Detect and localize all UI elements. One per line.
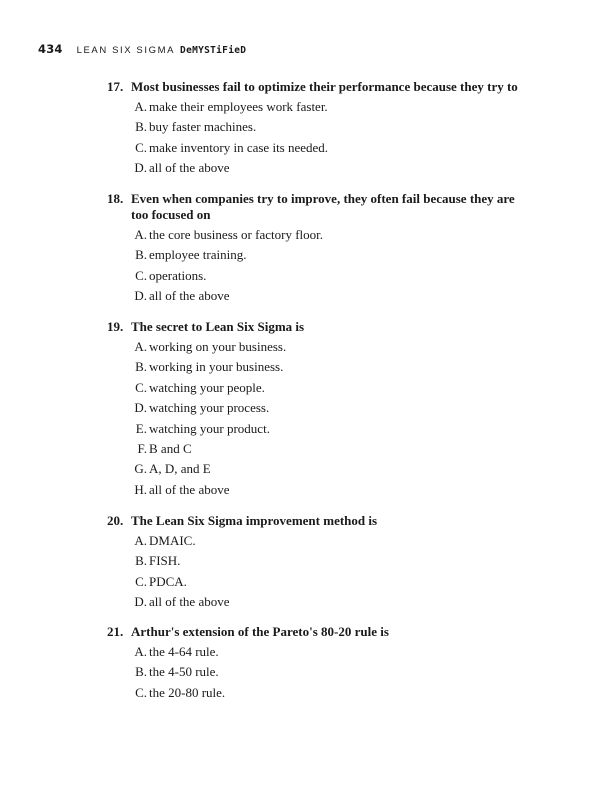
question-19 [0,319,612,502]
option-letter: C. [135,267,147,283]
option-text: the 4-64 rule. [149,644,219,659]
answer-option [0,461,612,481]
option-letter: B. [135,119,147,135]
option-letter: C. [135,684,147,700]
option-letter: B. [135,553,147,569]
question-text: The Lean Six Sigma improvement method is [131,513,378,528]
question-17 [0,79,612,181]
option-letter: B. [135,359,147,375]
option-text: PDCA. [149,573,187,589]
option-text: DMAIC. [149,533,196,548]
question-text: Even when companies try to improve, they often fail because they are too focused on [131,191,515,222]
option-letter: F. [137,440,147,456]
answer-option [0,574,612,594]
option-text: employee training. [149,247,247,263]
answer-option [0,664,612,684]
question-18 [0,191,612,309]
option-letter: A. [134,644,147,659]
running-title-text: LEAN SIX SIGMA [76,45,176,56]
running-title-suffix: DeMYSTiFieD [180,45,247,56]
answer-option [0,359,612,379]
option-text: the 4-50 rule. [149,664,219,680]
question-stem [0,191,612,223]
option-letter: A. [134,227,147,242]
answer-option [0,685,612,705]
option-text: watching your process. [149,400,270,416]
option-letter: G. [134,461,147,477]
option-letter: E. [135,420,147,436]
question-21 [0,624,612,705]
option-text: the core business or factory floor. [149,227,324,242]
answer-option [0,247,612,267]
option-text: watching your people. [149,379,265,395]
option-letter: A. [134,533,147,548]
option-text: all of the above [149,481,230,497]
option-letter: D. [134,400,147,416]
option-text: all of the above [149,288,230,304]
answer-option [0,380,612,400]
answer-option [0,227,612,247]
option-text: working in your business. [149,359,284,375]
question-stem [0,79,612,95]
answer-option [0,553,612,573]
option-letter: B. [135,247,147,263]
option-letter: D. [134,594,147,610]
answer-option [0,644,612,664]
answer-option [0,119,612,139]
page-number: 434 [38,42,63,56]
answer-option [0,533,612,553]
answer-option [0,288,612,308]
question-number: 18. [107,191,124,206]
option-letter: A. [134,339,147,354]
option-text: working on your business. [149,339,287,354]
option-text: make inventory in case its needed. [149,139,329,155]
option-letter: C. [135,379,147,395]
question-20 [0,513,612,615]
question-stem [0,319,612,335]
question-text: The secret to Lean Six Sigma is [131,319,305,334]
option-text: B and C [149,440,192,456]
answer-option [0,160,612,180]
question-stem [0,624,612,640]
question-text: Arthur's extension of the Pareto's 80-20 rule is [131,624,389,639]
option-text: operations. [149,267,207,283]
option-text: FISH. [149,553,181,569]
option-text: make their employees work faster. [149,99,328,114]
answer-option [0,400,612,420]
question-number: 19. [107,319,124,334]
option-letter: C. [135,573,147,589]
answer-option [0,441,612,461]
option-text: A, D, and E [149,461,211,477]
answer-option [0,594,612,614]
answer-option [0,140,612,160]
option-text: all of the above [149,594,230,610]
option-letter: C. [135,139,147,155]
option-letter: D. [134,160,147,176]
answer-option [0,268,612,288]
option-letter: D. [134,288,147,304]
option-text: the 20-80 rule. [149,684,226,700]
question-stem [0,513,612,529]
option-letter: A. [134,99,147,114]
option-letter: B. [135,664,147,680]
option-text: all of the above [149,160,230,176]
option-text: watching your product. [149,420,270,436]
question-number: 17. [107,79,124,94]
answer-option [0,99,612,119]
question-text: Most businesses fail to optimize their performance because they try to [131,79,518,94]
answer-option [0,482,612,502]
option-text: buy faster machines. [149,119,257,135]
answer-option [0,339,612,359]
option-letter: H. [134,481,147,497]
question-number: 21. [107,624,124,639]
answer-option [0,421,612,441]
question-number: 20. [107,513,124,528]
